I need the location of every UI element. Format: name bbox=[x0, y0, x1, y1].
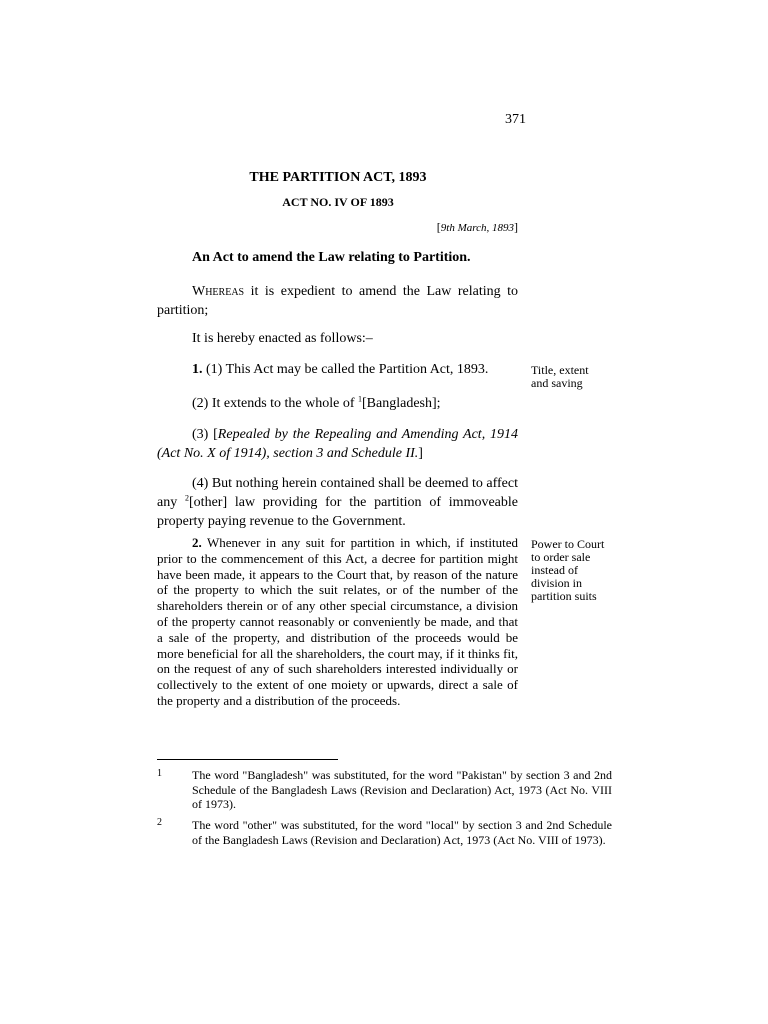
section-2-text: Whenever in any suit for partition in which, if instituted prior to the commencement of this Act, a decree for partition might have been made, it appears to the Court that, by reason of the nature of the property to which the suit relates, or of the number of the shareholders therein or of any other special circumstance, a division of the property cannot reasonably or conveniently be made, and that a sale of the property, and distribution of the proceeds would be more beneficial for all the shareholders, the court may, if it thinks fit, on the request of any of such shareholders interested individually or collectively to the extent of one moiety or upwards, direct a sale of the property and a distribution of the proceeds. bbox=[157, 535, 518, 708]
preamble-line-1-rest: it is expedient to amend the Law relating to bbox=[244, 284, 518, 299]
section-1-subsection-3-pre: (3) [ bbox=[192, 427, 218, 442]
footnote-1-number: 1 bbox=[157, 768, 162, 779]
preamble-line-1 bbox=[157, 282, 518, 301]
section-1-subsection-3-line-1 bbox=[157, 425, 518, 444]
section-1-subsection-3-italic-1: Repealed by the Repealing and Amending Act, 1914 bbox=[217, 427, 518, 442]
marginal-note-section-2 bbox=[531, 538, 623, 603]
act-number: ACT NO. IV OF 1893 bbox=[282, 195, 394, 209]
act-date-close-bracket: ] bbox=[514, 220, 518, 234]
marginal-note-2-line-1: Power to Court bbox=[531, 537, 605, 551]
section-1-subsection-4-line-2-post: [other] law providing for the partition of immoveable bbox=[189, 495, 518, 510]
section-2-paragraph bbox=[157, 535, 518, 709]
section-2-number: 2. bbox=[192, 535, 202, 550]
marginal-note-1-line-2: and saving bbox=[531, 376, 583, 390]
enacting-clause: It is hereby enacted as follows:– bbox=[192, 331, 373, 346]
footnote-ref-2: 2 bbox=[185, 493, 190, 503]
section-1-subsection-2-pre: (2) It extends to the whole of bbox=[192, 396, 359, 411]
preamble-whereas: Whereas bbox=[192, 284, 245, 299]
long-title: An Act to amend the Law relating to Partition. bbox=[192, 250, 471, 265]
section-1-subsection-3-line-2 bbox=[157, 444, 518, 463]
section-1-subsection-3 bbox=[157, 425, 518, 463]
section-1-subsection-1 bbox=[192, 362, 522, 378]
act-date-open-bracket: [ bbox=[436, 220, 441, 234]
marginal-note-1-line-1: Title, extent bbox=[531, 363, 589, 377]
section-1-subsection-4-line-1: (4) But nothing herein contained shall be deemed to affect bbox=[192, 476, 518, 491]
act-date-text: 9th March, 1893 bbox=[440, 222, 514, 234]
footnote-ref-1: 1 bbox=[358, 394, 363, 404]
act-date bbox=[300, 220, 518, 235]
footnote-2-text: The word "other" was substituted, for the word "local" by section 3 and 2nd Schedule of the Bangladesh Laws (Revision and Declaration) Act, 1973 (Act No. VIII of 1973). bbox=[192, 818, 612, 847]
section-1-subsection-2-post: [Bangladesh]; bbox=[362, 396, 441, 411]
section-1-subsection-4 bbox=[157, 474, 518, 531]
section-2 bbox=[157, 535, 518, 709]
marginal-note-2-line-2: to order sale bbox=[531, 550, 591, 564]
section-1-subsection-3-italic-2: (Act No. X of 1914), section 3 and Schedule II. bbox=[157, 446, 419, 461]
section-1-subsection-4-line-3: property paying revenue to the Government. bbox=[157, 514, 406, 529]
section-1-subsection-3-post: ] bbox=[418, 446, 423, 461]
act-title: THE PARTITION ACT, 1893 bbox=[249, 170, 427, 185]
page-number: 371 bbox=[505, 112, 526, 127]
section-1-subsection-4-line-2 bbox=[157, 493, 518, 512]
section-1-subsection-1-text: (1) This Act may be called the Partition Act, 1893. bbox=[202, 362, 489, 377]
marginal-note-2-line-3: instead of bbox=[531, 563, 578, 577]
marginal-note-section-1 bbox=[531, 364, 621, 390]
footnote-divider bbox=[157, 759, 338, 760]
section-1-number: 1. bbox=[192, 362, 203, 377]
section-1-subsection-2 bbox=[192, 396, 522, 412]
preamble-line-2: partition; bbox=[157, 303, 209, 318]
section-1-subsection-4-line-2-pre: any bbox=[157, 495, 186, 510]
footnote-2-number: 2 bbox=[157, 817, 162, 828]
preamble bbox=[157, 282, 518, 320]
marginal-note-2-line-5: partition suits bbox=[531, 589, 597, 603]
footnote-1-text: The word "Bangladesh" was substituted, for the word "Pakistan" by section 3 and 2nd Schedule of the Bangladesh Laws (Revision and Declaration) Act, 1973 (Act No. VIII of 1973). bbox=[192, 768, 612, 811]
marginal-note-2-line-4: division in bbox=[531, 576, 583, 590]
